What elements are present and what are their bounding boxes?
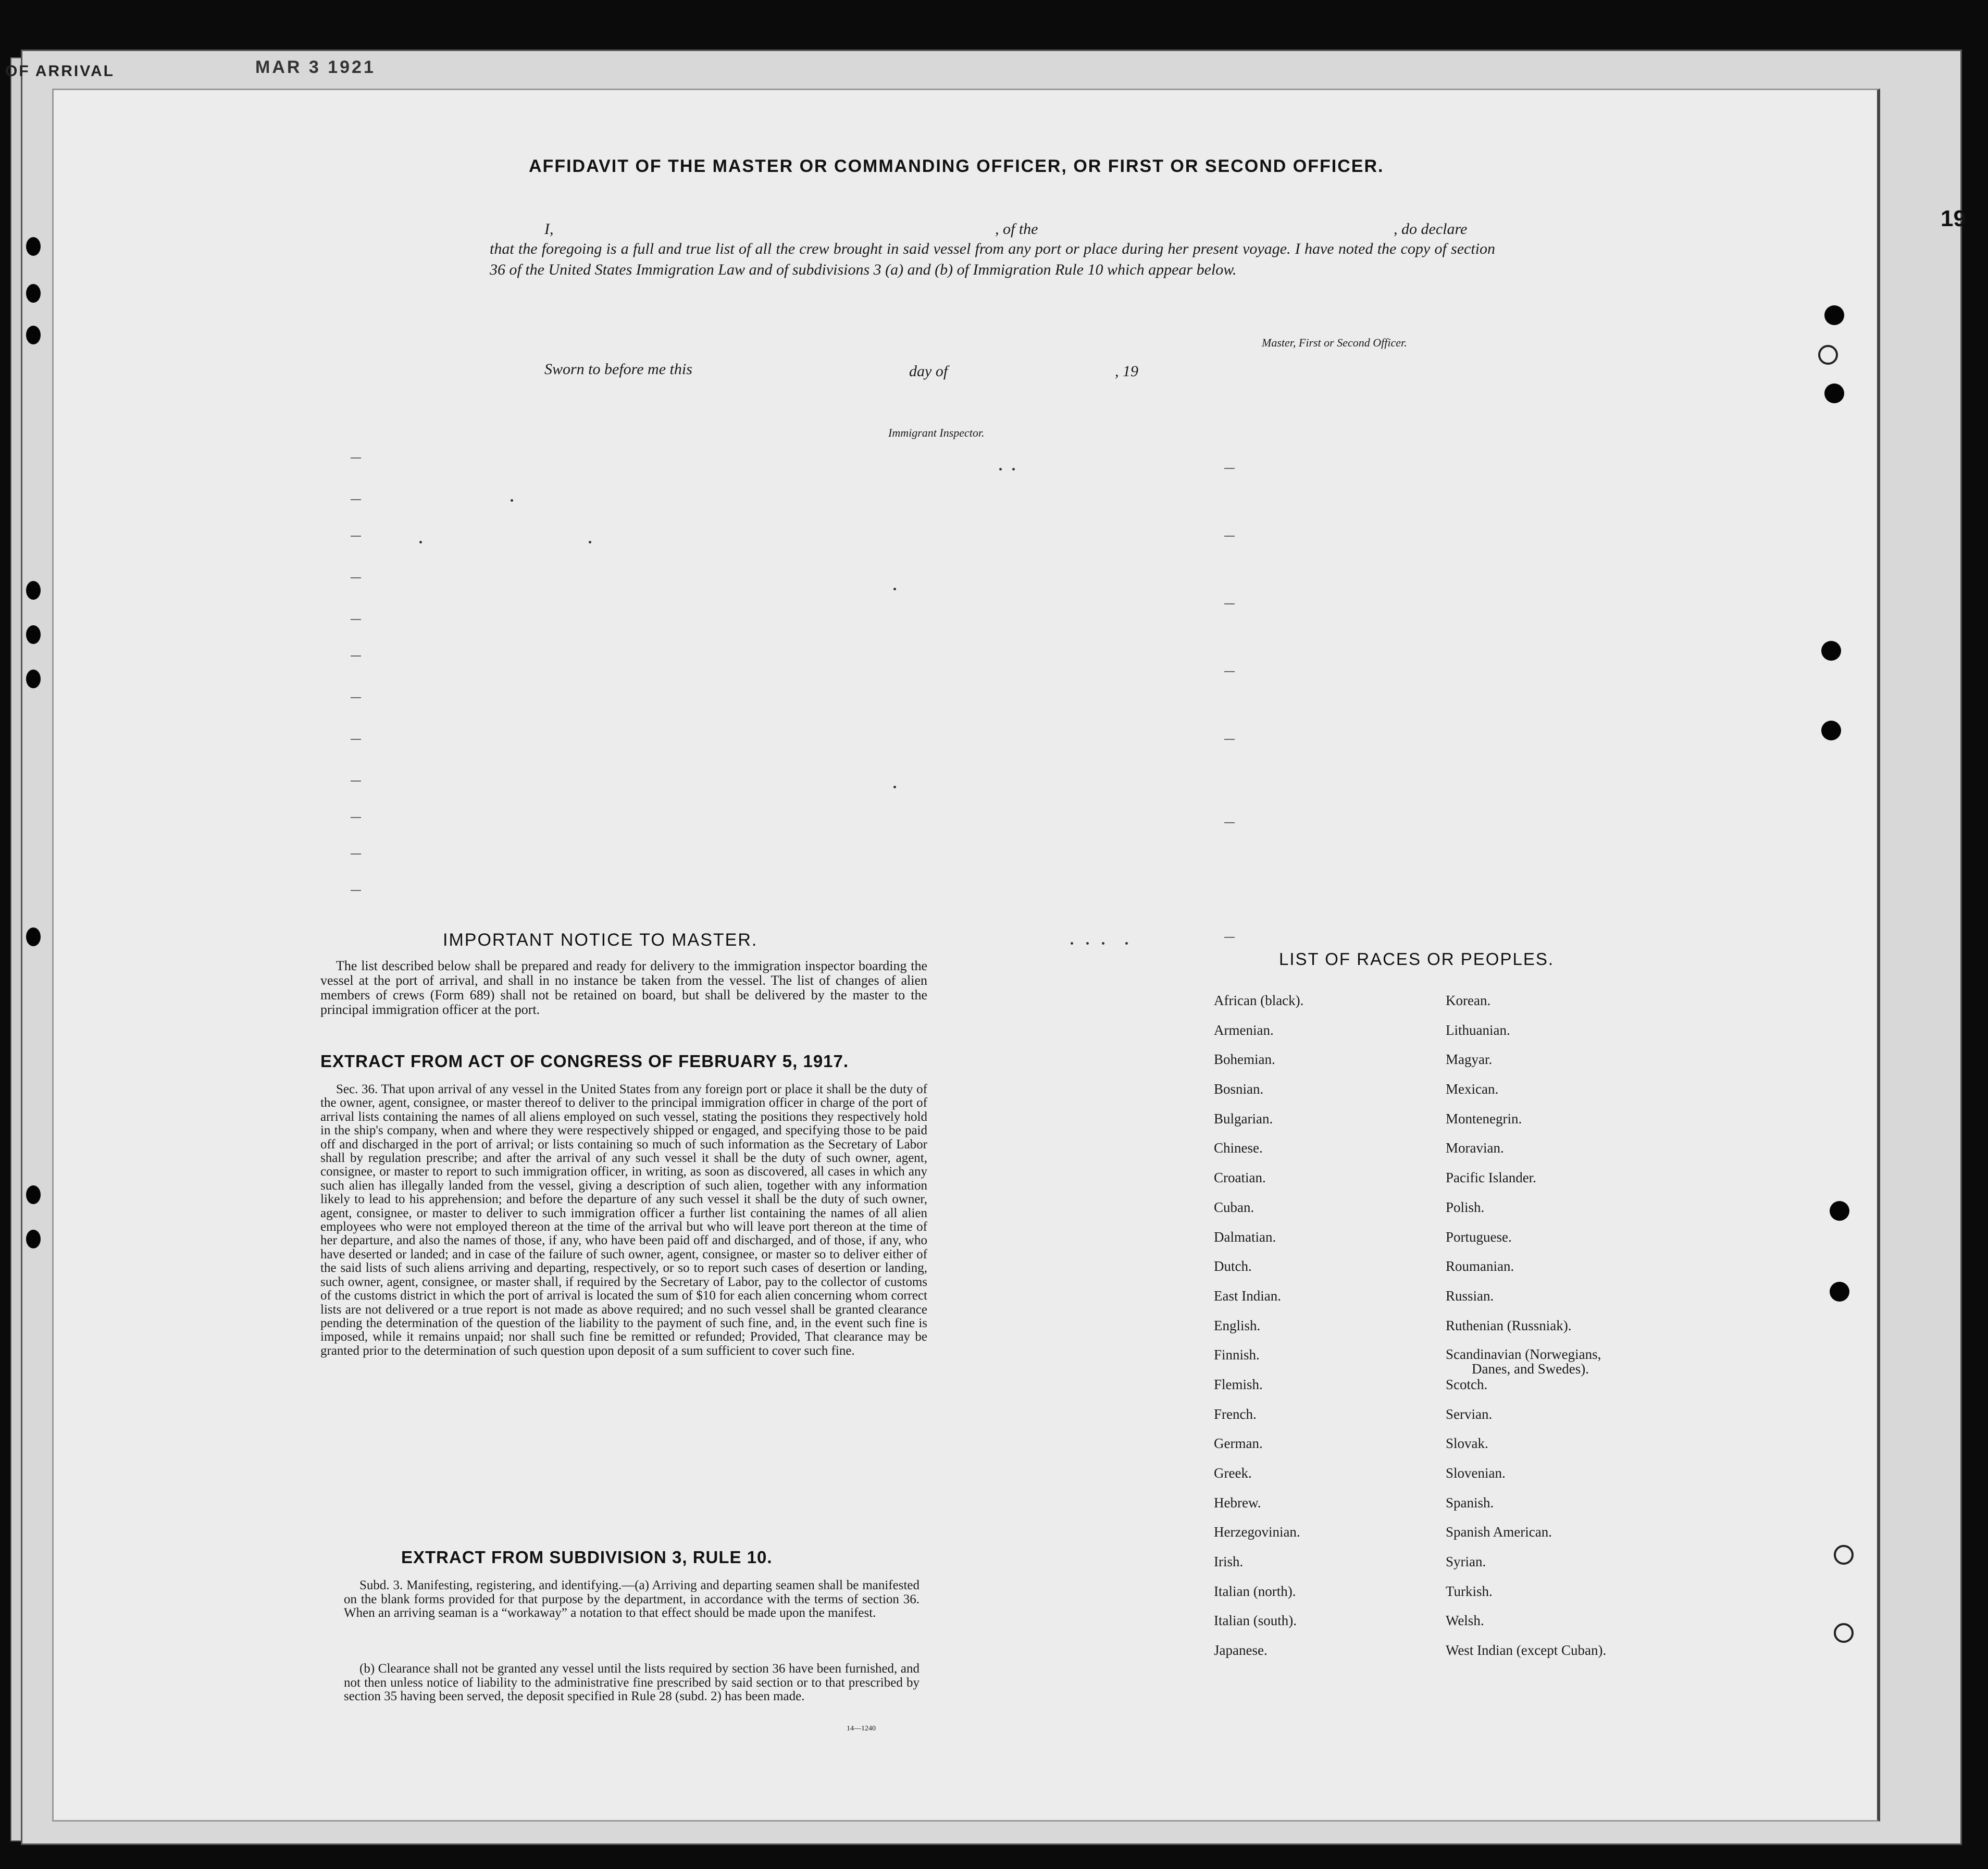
rule-mark xyxy=(351,817,361,818)
race-item: Dutch. xyxy=(1214,1258,1252,1274)
rule-dot xyxy=(893,786,896,788)
act-extract-title: EXTRACT FROM ACT OF CONGRESS OF FEBRUARY 5, 1917. xyxy=(320,1051,849,1071)
race-item: Korean. xyxy=(1446,993,1491,1008)
affidavit-of-the: , of the xyxy=(995,220,1038,238)
race-item: Greek. xyxy=(1214,1465,1252,1481)
binder-hole-left xyxy=(26,927,41,946)
rule-mark xyxy=(351,499,361,500)
rule-mark xyxy=(351,577,361,578)
binder-hole-right xyxy=(1834,1545,1854,1565)
rule-dot xyxy=(1102,942,1104,945)
race-item: Polish. xyxy=(1446,1199,1485,1215)
race-item: Bohemian. xyxy=(1214,1051,1275,1068)
subdivision-b-text: (b) Clearance shall not be granted any vessel until the lists required by section 36 have been furnished, and not then unless notice of liability to the administrative fine prescribed by said section or to that prescribed by section 35 having been served, the deposit specified in Rule 28 (subd. 2) has been made. xyxy=(344,1662,920,1703)
binder-hole-left xyxy=(26,284,41,303)
binder-hole-right xyxy=(1830,1282,1849,1302)
sworn-label: Sworn to before me this xyxy=(544,361,692,378)
races-left-column xyxy=(1214,993,1303,1672)
race-item: Pacific Islander. xyxy=(1446,1170,1536,1186)
rule-mark xyxy=(351,619,361,620)
race-item: Montenegrin. xyxy=(1446,1110,1522,1127)
race-item: Portuguese. xyxy=(1446,1229,1512,1245)
race-item: French. xyxy=(1214,1406,1257,1422)
race-item: African (black). xyxy=(1214,993,1304,1008)
rule-dot xyxy=(419,541,422,543)
race-item: Hebrew. xyxy=(1214,1494,1261,1511)
rule-mark xyxy=(1224,603,1235,604)
race-item: Armenian. xyxy=(1214,1022,1274,1038)
race-item: Mexican. xyxy=(1446,1081,1499,1097)
binder-hole-left xyxy=(26,237,41,256)
race-item: Irish. xyxy=(1214,1554,1244,1570)
race-item: Servian. xyxy=(1446,1406,1493,1422)
race-item: Syrian. xyxy=(1446,1554,1486,1570)
notice-title: IMPORTANT NOTICE TO MASTER. xyxy=(443,930,758,950)
race-item: East Indian. xyxy=(1214,1288,1281,1304)
rule-mark xyxy=(1224,536,1235,537)
race-item: Turkish. xyxy=(1446,1583,1493,1599)
rule-extract-title: EXTRACT FROM SUBDIVISION 3, RULE 10. xyxy=(401,1548,773,1567)
day-of-label: day of xyxy=(909,363,948,380)
rule-mark xyxy=(351,853,361,855)
rule-mark xyxy=(1224,671,1235,672)
race-item: Bulgarian. xyxy=(1214,1110,1273,1127)
race-item: Slovak. xyxy=(1446,1435,1488,1452)
binder-hole-left xyxy=(26,670,41,688)
race-item: Cuban. xyxy=(1214,1199,1254,1215)
race-item: Roumanian. xyxy=(1446,1258,1514,1274)
race-item: Finnish. xyxy=(1214,1347,1260,1363)
binder-hole-left xyxy=(26,1230,41,1248)
year-prefix: , 19 xyxy=(1115,363,1138,380)
race-item: Moravian. xyxy=(1446,1140,1504,1156)
rule-dot xyxy=(893,588,896,590)
race-item: Herzegovinian. xyxy=(1214,1524,1300,1540)
race-item xyxy=(1446,1347,1606,1377)
rule-dot xyxy=(511,499,513,502)
rule-mark xyxy=(351,781,361,782)
rule-mark xyxy=(351,536,361,537)
race-item: Flemish. xyxy=(1214,1376,1263,1392)
race-item: German. xyxy=(1214,1435,1263,1452)
binder-hole-right xyxy=(1824,305,1844,325)
affidavit-i-label: I, xyxy=(544,220,554,238)
race-item: Bosnian. xyxy=(1214,1081,1264,1097)
rule-mark xyxy=(351,739,361,740)
sheet-number: 19 xyxy=(1941,206,1966,231)
binder-hole-right xyxy=(1821,641,1841,661)
rule-dot xyxy=(589,541,591,543)
subdivision-a-text: Subd. 3. Manifesting, registering, and identifying.—(a) Arriving and departing seamen shall be manifested on the blank forms provided for that purpose by the department, in accordance with the terms of section 36. When an arriving seaman is a “workaway” a notation to that effect should be made upon the manifest. xyxy=(344,1578,920,1620)
race-item: West Indian (except Cuban). xyxy=(1446,1642,1607,1658)
races-right-column xyxy=(1446,993,1606,1672)
race-item: Chinese. xyxy=(1214,1140,1263,1156)
race-item: Slovenian. xyxy=(1446,1465,1506,1481)
race-item: Italian (south). xyxy=(1214,1613,1297,1629)
race-item: Spanish. xyxy=(1446,1494,1494,1511)
race-item-continuation: Danes, and Swedes). xyxy=(1472,1361,1589,1377)
binder-hole-left xyxy=(26,1185,41,1204)
inspector-signature-label: Immigrant Inspector. xyxy=(888,426,985,439)
race-item: English. xyxy=(1214,1317,1261,1333)
race-item: Japanese. xyxy=(1214,1642,1268,1658)
notice-body: The list described below shall be prepared and ready for delivery to the immigration inspector boarding the vessel at the port of arrival, and shall in no instance be taken from the vessel. The list of changes of alien members of crews (Form 689) shall not be retained on board, but shall be delivered by the master to the principal immigration officer at the port. xyxy=(320,958,927,1017)
affidavit-title: AFFIDAVIT OF THE MASTER OR COMMANDING OFFICER, OR FIRST OR SECOND OFFICER. xyxy=(529,156,1384,176)
rule-mark xyxy=(1224,739,1235,740)
rule-mark xyxy=(1224,468,1235,469)
binder-hole-left xyxy=(26,625,41,644)
rule-dot xyxy=(1125,942,1128,945)
rule-mark xyxy=(1224,822,1235,823)
race-item: Croatian. xyxy=(1214,1170,1266,1186)
rule-mark xyxy=(351,890,361,891)
rule-dot xyxy=(999,468,1002,471)
master-signature-label: Master, First or Second Officer. xyxy=(1262,336,1407,349)
race-item: Ruthenian (Russniak). xyxy=(1446,1317,1572,1333)
binder-hole-right xyxy=(1818,345,1838,365)
rule-mark xyxy=(351,457,361,459)
race-item: Lithuanian. xyxy=(1446,1022,1510,1038)
section-36-text: Sec. 36. That upon arrival of any vessel in the United States from any foreign port or place it shall be the duty of the owner, agent, consignee, or master thereof to deliver to the principal immigration officer in charge of the port of arrival lists containing the names of all aliens employed on such vessel, stating the positions they respectively hold in the ship's company, when and where they were respectively shipped or engaged, and specifying those to be paid off and discharged in the port of arrival; or lists containing so much of such information as the Secretary of Labor shall by regulation prescribe; and after the arrival of any such vessel it shall be the duty of such owner, agent, consignee, or master to report to such immigration officer, in writing, as soon as discovered, all cases in which any such alien has illegally landed from the vessel, giving a description of such alien, together with any information likely to lead to his apprehension; and before the departure of any such vessel it shall be the duty of such owner, agent, consignee, or master to deliver to such immigration officer a further list containing the names of all alien employees who were not employed thereon at the time of the arrival but who will leave port thereon at the time of her departure, and also the names of those, if any, who have been paid off and discharged, and of those, if any, who have deserted or landed; and in case of the failure of such owner, agent, consignee, or master so to deliver either of the said lists of such aliens arriving and departing, respectively, or so to report such cases of desertion or landing, such owner, agent, consignee, or master shall, if required by the Secretary of Labor, pay to the collector of customs of the customs district in which the port of arrival is located the sum of $10 for each alien concerning whom correct lists are not delivered or a true report is not made as above required; and no such vessel shall be granted clearance pending the determination of the question of the liability to the payment of such fine, and, in the event such fine is imposed, while it remains unpaid; nor shall such fine be remitted or refunded; Provided, That clearance may be granted prior to the determination of such question upon deposit of a sum sufficient to cover such fine. xyxy=(320,1082,927,1358)
binder-hole-left xyxy=(26,581,41,600)
rule-dot xyxy=(1012,468,1015,471)
rule-mark xyxy=(351,655,361,657)
form-number: 14—1240 xyxy=(847,1725,876,1732)
race-item-line: Scandinavian (Norwegians, xyxy=(1446,1346,1601,1363)
affidavit-declaration: that the foregoing is a full and true list of all the crew brought in said vessel from any port or place during her present voyage. I have noted the copy of section 36 of the United States Immigration Law and of subdivisions 3 (a) and (b) of Immigration Rule 10 which appear below. xyxy=(490,240,1495,278)
binder-hole-right xyxy=(1834,1623,1854,1643)
race-item: Dalmatian. xyxy=(1214,1229,1276,1245)
race-item: Scotch. xyxy=(1446,1376,1488,1392)
binder-hole-right xyxy=(1821,721,1841,740)
race-item: Magyar. xyxy=(1446,1051,1493,1068)
race-item: Italian (north). xyxy=(1214,1583,1296,1599)
arrival-edge-label: OF ARRIVAL xyxy=(5,63,115,80)
race-item: Russian. xyxy=(1446,1288,1494,1304)
race-item: Welsh. xyxy=(1446,1613,1484,1629)
binder-hole-right xyxy=(1830,1201,1849,1221)
rule-dot xyxy=(1071,942,1073,945)
race-item: Spanish American. xyxy=(1446,1524,1552,1540)
date-stamp: MAR 3 1921 xyxy=(255,57,376,77)
rule-mark xyxy=(1224,937,1235,938)
rule-mark xyxy=(351,697,361,698)
affidavit-do-declare: , do declare xyxy=(1394,220,1468,238)
binder-hole-right xyxy=(1824,383,1844,403)
races-title: LIST OF RACES OR PEOPLES. xyxy=(1279,949,1555,969)
rule-dot xyxy=(1086,942,1089,945)
binder-hole-left xyxy=(26,326,41,344)
